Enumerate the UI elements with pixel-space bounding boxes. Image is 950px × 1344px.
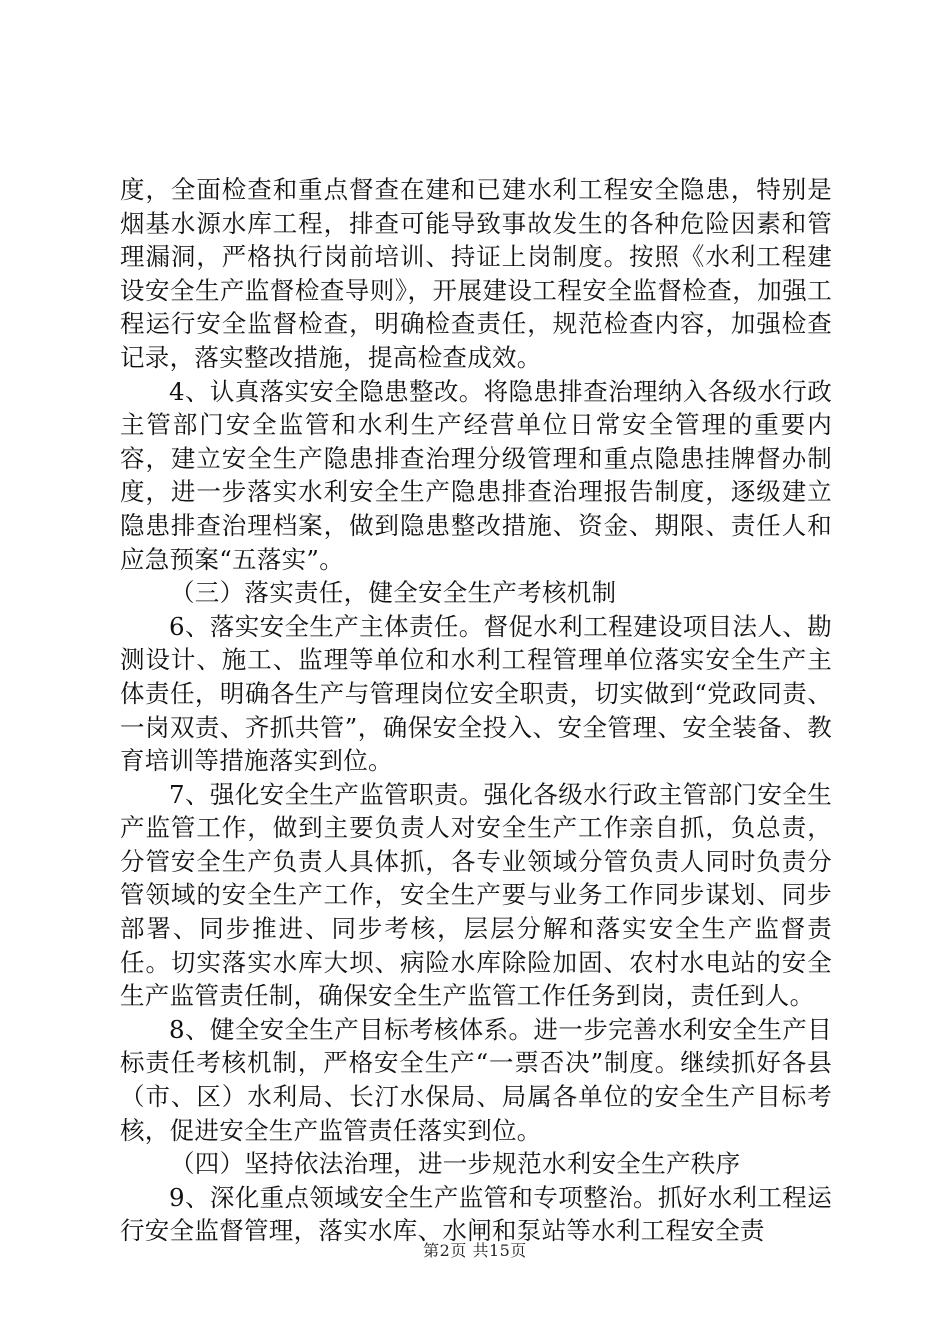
section-heading-4: （四）坚持依法治理，进一步规范水利安全生产秩序 xyxy=(170,1149,741,1179)
paragraph-item-7: 7、强化安全生产监管职责。强化各级水行政主管部门安全生产监管工作，做到主要负责人对安全生产工作亲自抓，负总责，分管安全生产负责人具体抓，各专业领域分管负责人同时负责分管领域的安全生产工作，安全生产要与业务工作同步谋划、同步部署、同步推进、同步考核，层层分解和落实安全生产监督责任。切实落实水库大坝、病险水库除险加固、农村水电站的安全生产监管责任制，确保安全生产监管工作任务到岗，责任到人。 xyxy=(120,779,832,1011)
page-number-footer: 第2页 共15页 xyxy=(423,1241,527,1260)
paragraph-item-4: 4、认真落实安全隐患整改。将隐患排查治理纳入各级水行政主管部门安全监管和水利生产经营单位日常安全管理的重要内容，建立安全生产隐患排查治理分级管理和重点隐患挂牌督办制度，进一步落实水利安全生产隐患排查治理报告制度，逐级建立隐患排查治理档案，做到隐患整改措施、资金、期限、责任人和应急预案“五落实”。 xyxy=(120,376,832,574)
section-heading-3: （三）落实责任，健全安全生产考核机制 xyxy=(170,578,617,608)
paragraph-item-9: 9、深化重点领域安全生产监管和专项整治。抓好水利工程运行安全监督管理，落实水库、水闸和泵站等水利工程安全责 xyxy=(120,1182,832,1246)
paragraph-item-6: 6、落实安全生产主体责任。督促水利工程建设项目法人、勘测设计、施工、监理等单位和水利工程管理单位落实安全生产主体责任，明确各生产与管理岗位安全职责，切实做到“党政同责、一岗双责、齐抓共管”，确保安全投入、安全管理、安全装备、教育培训等措施落实到位。 xyxy=(120,611,832,776)
document-body xyxy=(120,173,832,1248)
paragraph-item-8: 8、健全安全生产目标考核体系。进一步完善水利安全生产目标责任考核机制，严格安全生产“一票否决”制度。继续抓好各县（市、区）水利局、长汀水保局、局属各单位的安全生产目标考核，促进安全生产监管责任落实到位。 xyxy=(120,1014,832,1145)
paragraph-continuation: 度，全面检查和重点督查在建和已建水利工程安全隐患，特别是烟基水源水库工程，排查可能导致事故发生的各种危险因素和管理漏洞，严格执行岗前培训、持证上岗制度。按照《水利工程建设安全生产监督检查导则》，开展建设工程安全监督检查，加强工程运行安全监督检查，明确检查责任，规范检查内容，加强检查记录，落实整改措施，提高检查成效。 xyxy=(120,175,832,372)
